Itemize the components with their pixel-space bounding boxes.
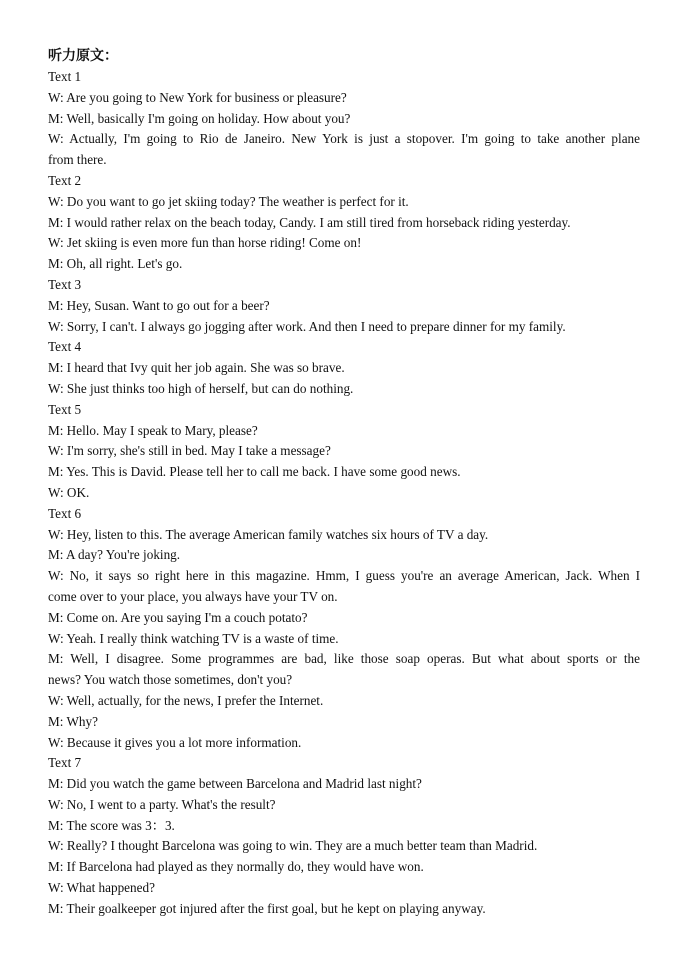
- section-heading: Text 5: [48, 401, 82, 417]
- dialogue-line: W: I'm sorry, she's still in bed. May I take a message?: [48, 443, 331, 459]
- section-heading: Text 3: [48, 276, 82, 292]
- dialogue-line: come over to your place, you always have your TV on.: [48, 588, 338, 604]
- dialogue-line: W: OK.: [48, 484, 90, 500]
- dialogue-line: M: Well, I disagree. Some programmes are bad, like those soap operas. But what about sports or the: [48, 651, 640, 667]
- dialogue-line: W: Because it gives you a lot more information.: [48, 734, 302, 750]
- dialogue-line: W: No, I went to a party. What's the result?: [48, 796, 276, 812]
- dialogue-line: M: A day? You're joking.: [48, 547, 181, 563]
- dialogue-line: M: Come on. Are you saying I'm a couch potato?: [48, 609, 308, 625]
- dialogue-line: M: Yes. This is David. Please tell her to call me back. I have some good news.: [48, 464, 461, 480]
- dialogue-line: W: Really? I thought Barcelona was going to win. They are a much better team than Madrid.: [48, 838, 538, 854]
- dialogue-line: W: Hey, listen to this. The average American family watches six hours of TV a day.: [48, 526, 489, 542]
- dialogue-line: W: Well, actually, for the news, I prefer the Internet.: [48, 692, 324, 708]
- section-heading: Text 2: [48, 172, 82, 188]
- section-heading: Text 4: [48, 339, 82, 355]
- section-heading: Text 7: [48, 755, 82, 771]
- dialogue-line: from there.: [48, 152, 107, 168]
- dialogue-line: M: If Barcelona had played as they normally do, they would have won.: [48, 859, 424, 875]
- dialogue-line: W: Sorry, I can't. I always go jogging after work. And then I need to prepare dinner for my family.: [48, 318, 566, 334]
- dialogue-line: M: Oh, all right. Let's go.: [48, 256, 183, 272]
- dialogue-line: W: Jet skiing is even more fun than horse riding! Come on!: [48, 235, 362, 251]
- dialogue-line: W: What happened?: [48, 880, 155, 896]
- dialogue-line: news? You watch those sometimes, don't you?: [48, 672, 293, 688]
- dialogue-line: M: Hello. May I speak to Mary, please?: [48, 422, 258, 438]
- dialogue-line: W: Do you want to go jet skiing today? The weather is perfect for it.: [48, 193, 409, 209]
- page-title: 听力原文：: [48, 48, 118, 64]
- dialogue-line: W: Actually, I'm going to Rio de Janeiro. New York is just a stopover. I'm going to take another plane: [48, 131, 640, 147]
- dialogue-line: M: Well, basically I'm going on holiday. How about you?: [48, 110, 351, 126]
- dialogue-line: W: She just thinks too high of herself, but can do nothing.: [48, 380, 354, 396]
- section-heading: Text 6: [48, 505, 82, 521]
- dialogue-line: M: Hey, Susan. Want to go out for a beer?: [48, 297, 270, 313]
- dialogue-line: M: Their goalkeeper got injured after the first goal, but he kept on playing anyway.: [48, 900, 486, 916]
- dialogue-line: W: No, it says so right here in this magazine. Hmm, I guess you're an average American, Jack. When I: [48, 568, 640, 584]
- dialogue-line: M: Why?: [48, 713, 98, 729]
- transcript-body: [48, 67, 640, 920]
- document-page: [48, 46, 640, 920]
- dialogue-line: W: Are you going to New York for business or pleasure?: [48, 89, 347, 105]
- section-heading: Text 1: [48, 69, 82, 84]
- dialogue-line: M: I would rather relax on the beach today, Candy. I am still tired from horseback riding yesterday.: [48, 214, 571, 230]
- dialogue-line: W: Yeah. I really think watching TV is a waste of time.: [48, 630, 339, 646]
- dialogue-line: M: The score was 3：3.: [48, 817, 175, 833]
- dialogue-line: M: Did you watch the game between Barcelona and Madrid last night?: [48, 776, 422, 792]
- dialogue-line: M: I heard that Ivy quit her job again. She was so brave.: [48, 360, 345, 376]
